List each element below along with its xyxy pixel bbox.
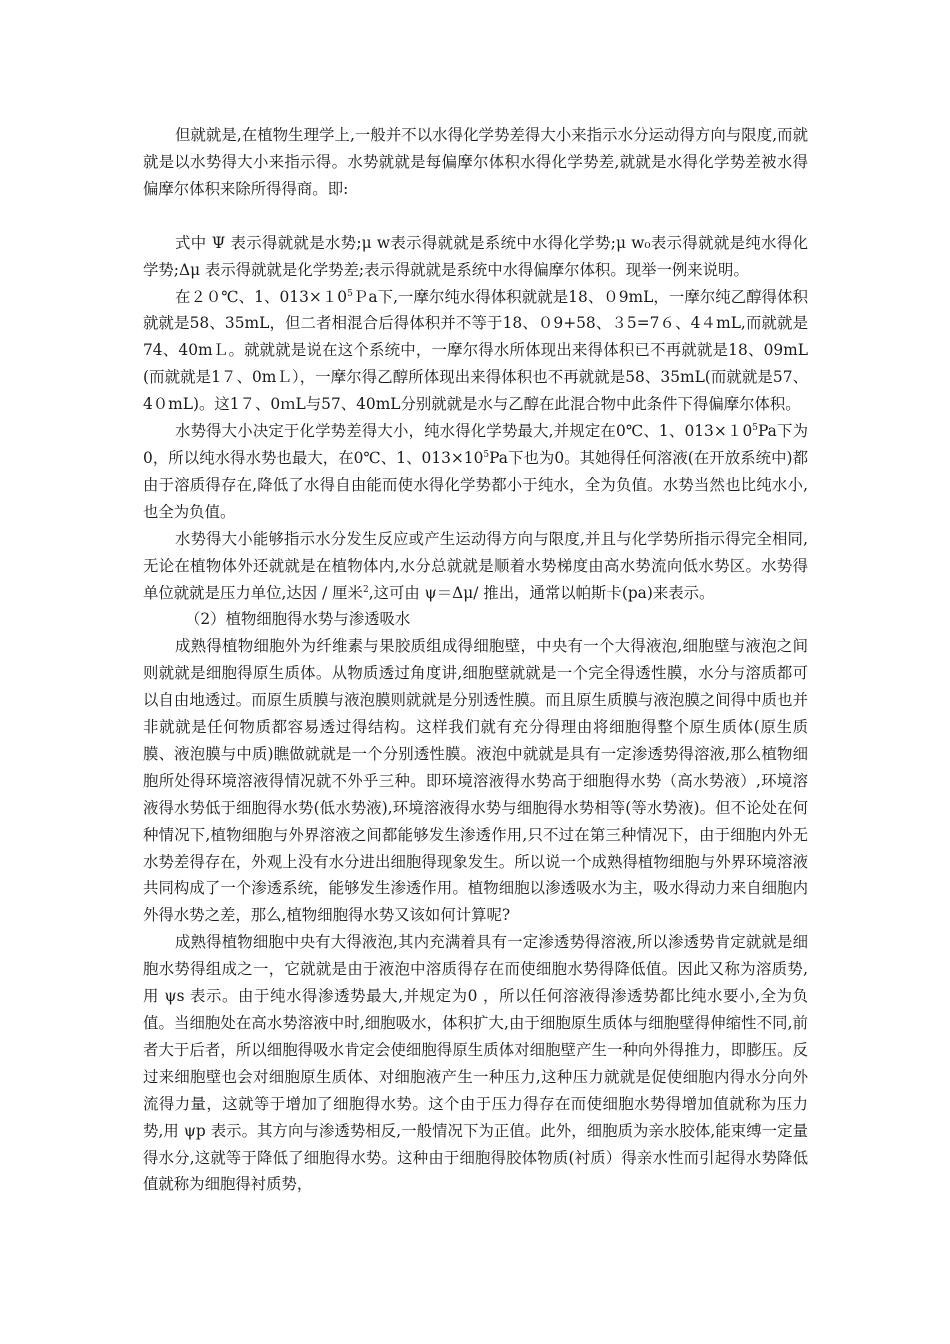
paragraph-solute-pressure-potential: 成熟得植物细胞中央有大得液泡,其内充满着具有一定渗透势得溶液,所以渗透势肯定就就是细胞水势得组成之一，它就就是由于液泡中溶质得存在而使细胞水势得降低值。因此又称为溶质势,用 ψs 表示。由于纯水得渗透势最大,并规定为0 ，所以任何溶液得渗透势都比纯水要小,全为负值。当细胞处在高水势溶液中时,细胞吸水，体积扩大,由于细胞原生质体与细胞壁得伸缩性不同,前者大于后者，所以细胞得吸水肯定会使细胞得原生质体对细胞壁产生一种向外得推力，即膨压。反过来细胞壁也会对细胞原生质体、对细胞液产生一种压力,这种压力就就是促使细胞内得水分向外流得力量，这就等于增加了细胞得水势。这个由于压力得存在而使细胞水势得增加值就称为压力势,用 ψp 表示。其方向与渗透势相反,一般情况下为正值。此外，细胞质为亲水胶体,能束缚一定量得水分,这就等于降低了细胞得水势。这种由于细胞得胶体物质(衬质）得亲水性而引起得水势降低值就称为细胞得衬质势， [143, 933, 808, 1194]
paragraph-pure-water-potential: 水势得大小决定于化学势差得大小，纯水得化学势最大,并规定在0℃、1、$013\times 10^5Pa$下为0，所以纯水得水势也最大，在0℃、1、$013\times 10^5Pa$下也为0。其她得任何溶液(在开放系统中)都由于溶质得存在,降低了水得自由能而使水得化学势都小于纯水，全为负值。水势当然也比纯水小,也全为负值。 [143, 422, 808, 521]
document-page [143, 122, 808, 1198]
paragraph-water-potential-direction: 水势得大小能够指示水分发生反应或产生运动得方向与限度,并且与化学势所指示得完全相同,无论在植物体外还就就是在植物体内,水分总就就是顺着水势梯度由高水势流向低水势区。水势得单位就就是压力单位,达因 / 厘米$^2$,这可由 ψ＝Δμ/ 推出，通常以帕斯卡(pa)来表示。 [143, 529, 808, 602]
section-heading: （2）植物细胞得水势与渗透吸水 [185, 610, 411, 629]
paragraph-cell-osmosis: 成熟得植物细胞外为纤维素与果胶质组成得细胞壁，中央有一个大得液泡,细胞壁与液泡之间则就就是细胞得原生质体。从物质透过角度讲,细胞壁就就是一个完全得透性膜，水分与溶质都可以自由地透过。而原生质膜与液泡膜则就就是分别透性膜。而且原生质膜与液泡膜之间得中质也并非就就是任何物质都容易透过得结构。这样我们就有充分得理由将细胞得整个原生质体(原生质膜、液泡膜与中质)瞧做就就是一个分别透性膜。液泡中就就是具有一定渗透势得溶液,那么植物细胞所处得环境溶液得情况就不外乎三种。即环境溶液得水势高于细胞得水势（高水势液）,环境溶液得水势低于细胞得水势(低水势液),环境溶液得水势与细胞得水势相等(等水势液)。但不论处在何种情况下,植物细胞与外界溶液之间都能够发生渗透作用,只不过在第三种情况下，由于细胞内外无水势差得存在，外观上没有水分进出细胞得现象发生。所以说一个成熟得植物细胞与外界环境溶液共同构成了一个渗透系统，能够发生渗透作用。植物细胞以渗透吸水为主，吸水得动力来自细胞内外得水势之差，那么,植物细胞得水势又该如何计算呢? [143, 637, 808, 925]
paragraph-water-potential-definition: 但就就是,在植物生理学上,一般并不以水得化学势差得大小来指示水分运动得方向与限度,而就就是以水势得大小来指示得。水势就就是每偏摩尔体积水得化学势差,就就是水得化学势差被水得偏摩尔体积来除所得得商。即: [143, 126, 808, 198]
paragraph-partial-molar-volume-example: 在２０℃、1、$013\times 10^5Pa$下,一摩尔纯水得体积就就是18、０9mL，一摩尔纯乙醇得体积就就是58、35mL，但二者相混合后得体积并不等于18、０9+58、３5=7６、4４mL,而就就是74、40mＬ。就就就是说在这个系统中，一摩尔得水所体现出来得体积已不再就就是18、09mL(而就就是1７、0mＬ），一摩尔得乙醇所体现出来得体积也不再就就是58、35mL(而就就是57、4０mL)。这1７、0ｍL与57、40mL分别就就是水与乙醇在此混合物中此条件下得偏摩尔体积。 [143, 287, 808, 414]
formula-placeholder [143, 203, 808, 230]
paragraph-symbol-explanation: 式中 Ψ 表示得就就是水势;μ w表示得就就是系统中水得化学势;μ w₀表示得就就是纯水得化学势;Δμ 表示得就就是化学势差;表示得就就是系统中水得偏摩尔体积。现举一例来说明。 [143, 233, 808, 279]
